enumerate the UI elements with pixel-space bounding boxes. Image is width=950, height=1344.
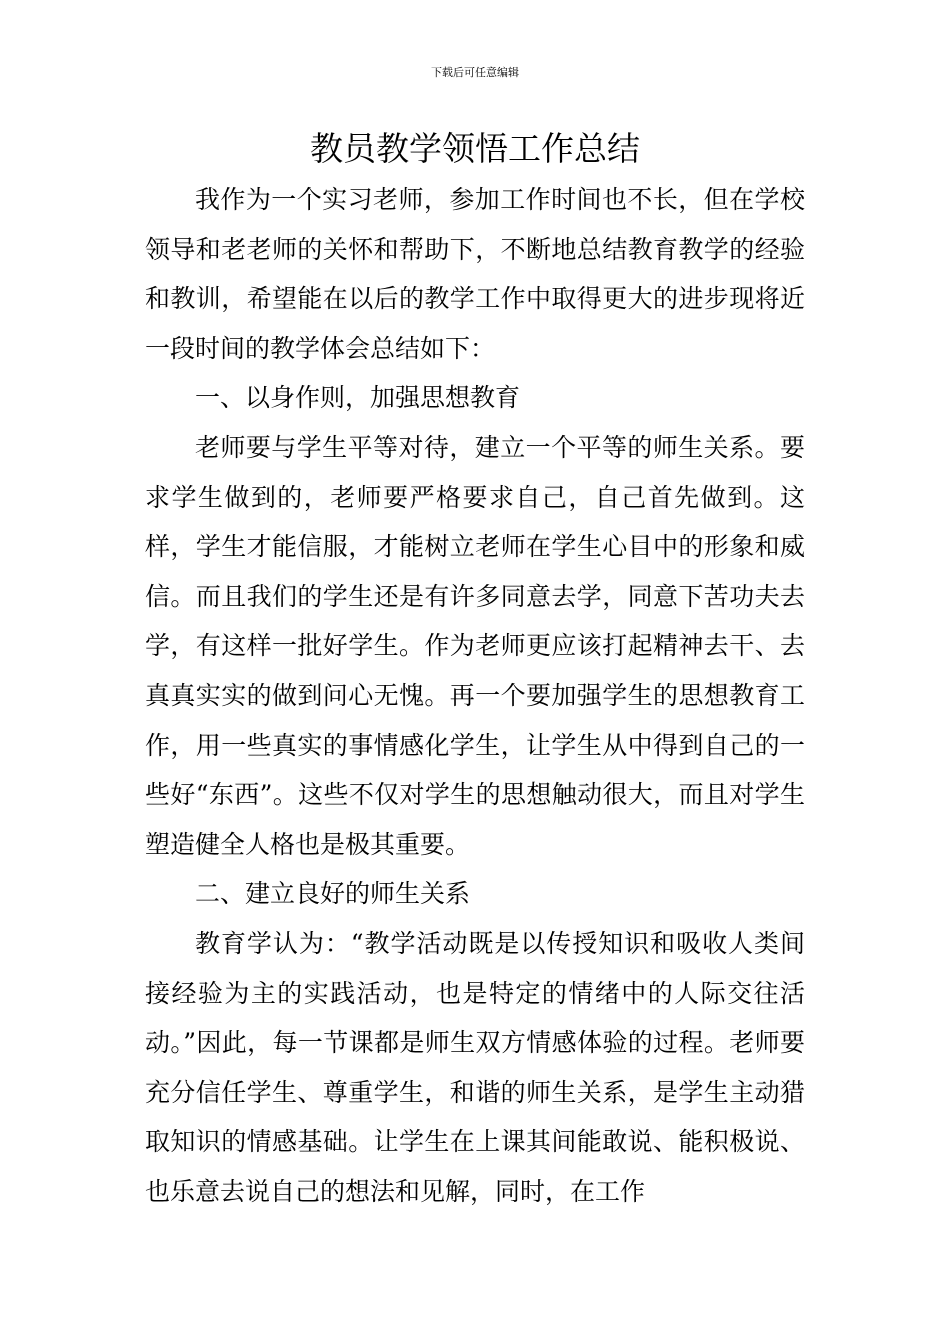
page-title: 教员教学领悟工作总结: [310, 129, 640, 168]
section-2-paragraph: 教育学认为：“教学活动既是以传授知识和吸收人类间接经验为主的实践活动，也是特定的情绪中的人际交往活动。”因此，每一节课都是师生双方情感体验的过程。老师要充分信任学生、尊重学生，和谐的师生关系，是学生主动猎取知识的情感基础。让学生在上课其间能敢说、能积极说、也乐意去说自己的想法和见解，同时，在工作: [145, 928, 805, 1206]
section-heading-1: 一、以身作则，加强思想教育: [195, 383, 521, 413]
header-note: 下载后可任意编辑: [431, 66, 519, 79]
section-heading-2: 二、建立良好的师生关系: [195, 879, 471, 909]
section-1-paragraph: 老师要与学生平等对待，建立一个平等的师生关系。要求学生做到的，老师要严格要求自己，自己首先做到。这样，学生才能信服，才能树立老师在学生心目中的形象和威信。而且我们的学生还是有许多同意去学，同意下苦功夫去学，有这样一批好学生。作为老师更应该打起精神去干、去真真实实的做到问心无愧。再一个要加强学生的思想教育工作，用一些真实的事情感化学生，让学生从中得到自己的一些好“东西”。这些不仅对学生的思想触动很大，而且对学生塑造健全人格也是极其重要。: [145, 432, 805, 859]
document-body: [145, 175, 805, 1216]
intro-paragraph: 我作为一个实习老师，参加工作时间也不长，但在学校领导和老老师的关怀和帮助下，不断地总结教育教学的经验和教训，希望能在以后的教学工作中取得更大的进步现将近一段时间的教学体会总结如下：: [145, 185, 805, 363]
